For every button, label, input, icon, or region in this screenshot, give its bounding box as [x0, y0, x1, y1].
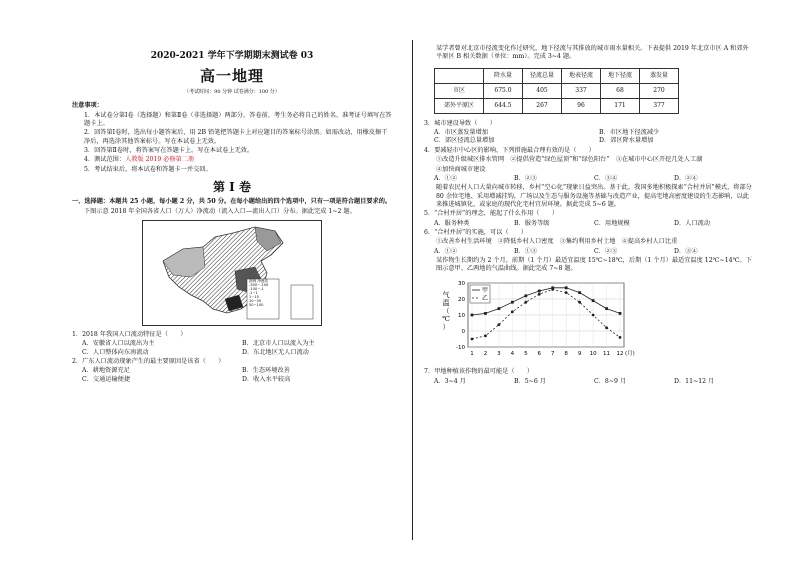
question-2-options [72, 367, 392, 384]
option-a[interactable]: A．安徽省人口以流出为主 [82, 340, 155, 348]
subject-title: 高一地理 [199, 67, 264, 86]
table-cell: 377 [640, 98, 679, 113]
legend-title: 图例 净流动 [249, 278, 269, 283]
data-point [524, 294, 527, 297]
x-tick-label: 3 [497, 350, 501, 357]
series-line-乙 [472, 289, 620, 339]
x-tick-label: 12 [616, 350, 624, 357]
data-point [538, 293, 541, 296]
data-point [538, 289, 541, 292]
option-a[interactable]: A．①② [434, 174, 458, 182]
table-cell: 337 [562, 83, 601, 98]
y-tick-label: -10 [456, 344, 465, 351]
y-axis-label-char: ℃ [442, 314, 450, 323]
data-point [498, 307, 501, 310]
option-d[interactable]: D．收入水平较高 [242, 375, 291, 383]
passage-crop: 某作物生长期约为 2 个月，前期（1 个月）最适宜温度 15℃~18℃，后期（1 个月）最适宜温度 12℃~14℃。下图示意甲、乙两地的气温曲线。据此完成 7~8 题。 [436, 257, 752, 273]
option-d[interactable]: D．②④ [674, 174, 698, 182]
table-cell: 270 [640, 83, 679, 98]
china-population-map [142, 220, 322, 326]
data-point [524, 301, 527, 304]
option-a[interactable]: A．市区蒸发量增加 [434, 129, 488, 137]
data-point [619, 312, 622, 315]
question-1-options [72, 340, 392, 357]
question-4-stem: 4．要减轻市中心区的影响，下列措施最合理有效的是（ ） [424, 146, 595, 154]
option-a[interactable]: A．耕地资源充足 [82, 367, 130, 375]
note-item: 2．回答第Ⅰ卷时，选出每小题答案后，用 2B 铅笔把答题卡上对应题目的答案标号涂黑。如需改动，用橡皮擦干净后，再选涂其他答案标号。写在本试卷上无效。 [84, 129, 388, 145]
question-6-statements: ①改善乡村生活环境 ②降低乡村人口密度 ③集约利用乡村土地 ④提高乡村人口比重 [436, 238, 678, 246]
legend-item: -100~-1 [249, 286, 264, 291]
question-5-options [424, 220, 754, 228]
exam-title: 2020-2021 学年下学期期末测试卷 03 [150, 51, 314, 61]
question-6-stem: 6．“合村并居”的实施，可以（ ） [424, 229, 528, 237]
option-a[interactable]: A．服务种类 [434, 219, 470, 227]
south-sea-inset [291, 285, 313, 319]
data-point [605, 326, 608, 329]
table-cell: 405 [523, 83, 562, 98]
y-tick-label: 30 [458, 280, 465, 287]
option-b[interactable]: B．5~6 月 [514, 377, 546, 385]
y-tick-label: 10 [458, 312, 465, 319]
y-axis-label-char: ） [442, 322, 450, 331]
option-d[interactable]: D．人口流动 [674, 219, 710, 227]
option-b[interactable]: B．服务等级 [514, 219, 550, 227]
table-cell: 171 [601, 98, 640, 113]
question-7-options [424, 378, 754, 386]
question-4-statements: ①改造升级城区排水管网 ②提倡营造“绿色屋顶”和“绿色阳台” ③在城市中心区开挖几处人工湖 [436, 156, 703, 164]
y-axis-label-char: 气 [442, 290, 450, 299]
data-point [592, 299, 595, 302]
table-cell: 68 [601, 83, 640, 98]
data-point [565, 286, 568, 289]
map-graphic [143, 221, 321, 325]
table-cell: 267 [523, 98, 562, 113]
option-b[interactable]: B．②③ [514, 174, 538, 182]
table-header-row [435, 68, 679, 83]
section-instructions: 一、选择题：本题共 25 小题，每小题 2 分，共 50 分。在每小题给出的四个选项中，只有一项是符合题目要求的。 [72, 198, 392, 206]
x-tick-label: 8 [564, 350, 568, 357]
legend-label: 甲 [482, 286, 489, 294]
option-d[interactable]: D．郊区降水量增加 [599, 137, 654, 145]
runoff-table [434, 68, 679, 114]
question-6-options [424, 248, 754, 256]
table-header-cell: 地下径流 [601, 68, 640, 83]
question-2-stem: 2．广东人口流动现象产生的最主要原因是该省（ ） [72, 358, 225, 365]
x-tick-label: 6 [537, 350, 542, 357]
table-cell: 市区 [435, 83, 484, 98]
scope-value: 人教版 2019 必修第二册 [125, 156, 195, 164]
data-point [471, 313, 474, 316]
option-d[interactable]: D．11~12 月 [674, 377, 715, 385]
option-b[interactable]: B．生态环境改善 [242, 367, 290, 375]
option-b[interactable]: B．北京市人口以流入为主 [242, 340, 315, 348]
x-tick-label: 1 [470, 350, 474, 357]
table-cell: 郊外平原区 [435, 98, 484, 113]
data-point [511, 301, 514, 304]
table-row [435, 98, 679, 113]
table-header-cell [435, 68, 484, 83]
option-c[interactable]: C．交通运输便捷 [82, 375, 131, 383]
left-column [72, 44, 392, 384]
y-axis-label-char: 温 [442, 298, 450, 307]
question-4-statements-2: ④加快商城市建设 [436, 165, 486, 173]
data-point [498, 323, 501, 326]
x-tick-label: 2 [483, 350, 488, 357]
temperature-chart [434, 277, 754, 366]
option-b[interactable]: B．①③ [514, 247, 538, 255]
x-tick-label: 4 [510, 350, 515, 357]
legend-item: 10~50 [249, 298, 262, 303]
y-tick-label: 20 [458, 296, 465, 303]
passage-villages: 随着农民村人口大量向城市转移，乡村“空心化”现象日益突出。基于此，我国多地积极探索“合村并居”模式，将部分 80 余位宅地、采用增减挂钩，广场以及生态与服务设施等基础与改造产业，提高宅地高密度建设的生态影响，以此来推进城镇化，或家庭的现代化宅村宜居环境。据此完成 5~6 题。 [436, 184, 752, 208]
option-d[interactable]: D．③④ [674, 247, 698, 255]
x-tick-label: 9 [577, 350, 582, 357]
map-intro: 下图示意 2018 年全国各省人口（万人）净流动（流入人口—流出人口）分布。据此完成 1~2 题。 [84, 207, 356, 215]
note-item-scope [72, 156, 392, 164]
x-tick-label: 10 [589, 350, 597, 357]
data-point [605, 307, 608, 310]
y-tick-label: 0 [461, 328, 465, 335]
legend-label: 乙 [482, 294, 489, 302]
note-item: 3．回答第Ⅱ卷时，将答案写在答题卡上。写在本试卷上无效。 [84, 146, 254, 154]
question-3-options [424, 129, 754, 146]
question-7-stem: 7．甲地种植该作物的最可能是（ ） [424, 368, 534, 376]
x-unit-label: (月) [625, 350, 635, 357]
part-title: 第 Ⅰ 卷 [213, 180, 251, 195]
table-header-cell: 降水量 [484, 68, 523, 83]
question-1-stem: 1．2018 年我国人口流动特征是（ ） [72, 330, 187, 338]
option-d[interactable]: D．东北地区无人口流动 [242, 348, 309, 356]
legend-item: -300~-100 [249, 282, 269, 287]
table-cell: 644.5 [484, 98, 523, 113]
legend-item: -1~1 [249, 290, 258, 295]
notes-heading: 注意事项： [72, 102, 103, 110]
data-point [511, 310, 514, 313]
temperature-chart-svg [434, 277, 644, 363]
x-tick-label: 7 [550, 350, 555, 357]
question-4-options [424, 175, 754, 183]
table-cell: 675.0 [484, 83, 523, 98]
data-point [484, 312, 487, 315]
table-header-cell: 径流总量 [523, 68, 562, 83]
exam-meta: （考试时间：90 分钟 试卷满分：100 分） [184, 89, 280, 96]
legend-item: 1~10 [249, 294, 259, 299]
table-cell: 96 [562, 98, 601, 113]
map-legend [249, 280, 268, 308]
data-point [578, 301, 581, 304]
data-point [565, 291, 568, 294]
data-point [551, 288, 554, 291]
table-header-cell: 地表径流 [562, 68, 601, 83]
y-axis-label-char: （ [442, 306, 450, 315]
option-c[interactable]: C．用地规模 [594, 219, 630, 227]
note-item: 1．本试卷分第Ⅰ卷（选择题）和第Ⅱ卷（非选择题）两部分。答卷前，考生务必将自己的姓名、准考证号填写在答题卡上。 [84, 111, 392, 127]
note-item: 5．考试结束后，将本试卷和答题卡一并交回。 [84, 165, 212, 173]
scope-label: 4．测试范围： [84, 156, 126, 164]
data-point [471, 337, 474, 340]
question-3-stem: 3．城市建设导致（ ） [424, 119, 496, 127]
table-header-cell: 蒸发量 [640, 68, 679, 83]
data-point [578, 291, 581, 294]
x-tick-label: 11 [603, 350, 611, 357]
x-tick-label: 5 [524, 350, 528, 357]
option-c[interactable]: C．③④ [594, 174, 618, 182]
question-5-stem: 5．“合村并居”的理念，能起了什么作用（ ） [424, 210, 559, 218]
legend-item: 50~100 [249, 302, 264, 307]
data-point [592, 313, 595, 316]
option-c[interactable]: C．②③ [594, 247, 618, 255]
column-divider [412, 40, 413, 540]
table-row [435, 83, 679, 98]
table-intro: 某学者曾对北京市径流变化作过研究，地下径流与其排放的城市雨水量相关。下表提供 2019 年北京市区 A 和郊外平原区 B 相关数据（单位：mm）。完成 3~4 题。 [436, 45, 749, 61]
option-b[interactable]: B．市区地下径流减少 [599, 129, 660, 137]
right-column [424, 44, 754, 386]
option-c[interactable]: C．8~9 月 [594, 377, 627, 385]
option-a[interactable]: A．3~4 月 [434, 377, 466, 385]
option-a[interactable]: A．①② [434, 247, 458, 255]
data-point [484, 334, 487, 337]
option-c[interactable]: C．人口整体向东南流动 [82, 348, 149, 356]
option-c[interactable]: C．郊区径流总量增加 [434, 137, 495, 145]
data-point [619, 336, 622, 339]
